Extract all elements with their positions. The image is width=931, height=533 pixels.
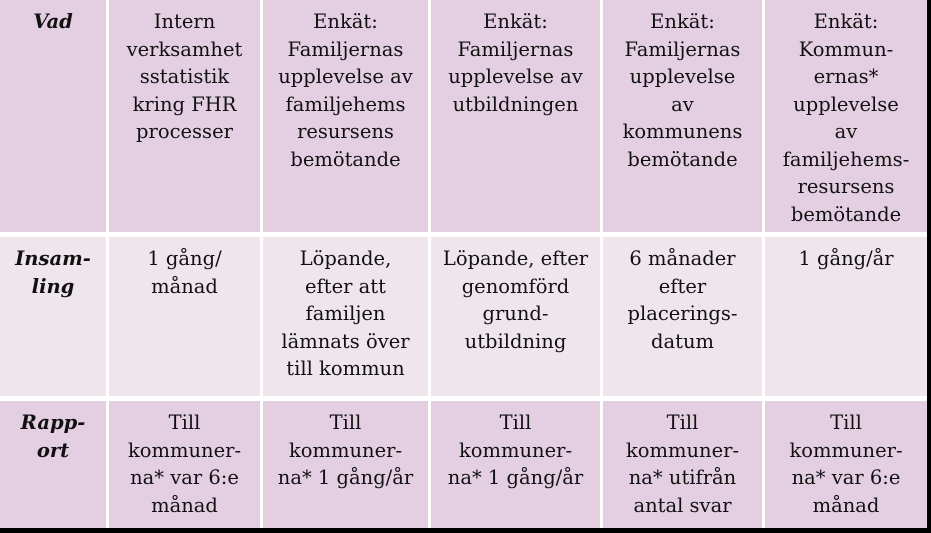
cell-vad-4: Enkät: Familjernas upplevelse av kommunens bemötande — [603, 0, 765, 237]
cell-rapport-3: Till kommuner- na* 1 gång/år — [431, 401, 603, 528]
table-row-rapport — [0, 401, 927, 528]
cell-vad-2: Enkät: Familjernas upplevelse av familjehems resursens bemötande — [263, 0, 431, 237]
cell-insamling-1: 1 gång/ månad — [109, 237, 263, 401]
table-row-vad — [0, 0, 927, 237]
cell-rapport-5: Till kommuner- na* var 6:e månad — [765, 401, 927, 528]
cell-vad-5: Enkät: Kommun- ernas* upplevelse av familjehems- resursens bemötande — [765, 0, 927, 237]
cell-insamling-4: 6 månader efter placerings- datum — [603, 237, 765, 401]
row-header-insamling: Insam- ling — [0, 237, 109, 401]
row-header-vad: Vad — [0, 0, 109, 237]
cell-insamling-2: Löpande, efter att familjen lämnats över till kommun — [263, 237, 431, 401]
cell-rapport-2: Till kommuner- na* 1 gång/år — [263, 401, 431, 528]
cell-insamling-5: 1 gång/år — [765, 237, 927, 401]
row-header-rapport: Rapp- ort — [0, 401, 109, 528]
cell-insamling-3: Löpande, efter genomförd grund- utbildning — [431, 237, 603, 401]
cell-vad-3: Enkät: Familjernas upplevelse av utbildningen — [431, 0, 603, 237]
table-row-insamling — [0, 237, 927, 401]
cell-vad-1: Intern verksamhet sstatistik kring FHR processer — [109, 0, 263, 237]
cell-rapport-4: Till kommuner- na* utifrån antal svar — [603, 401, 765, 528]
cell-rapport-1: Till kommuner- na* var 6:e månad — [109, 401, 263, 528]
